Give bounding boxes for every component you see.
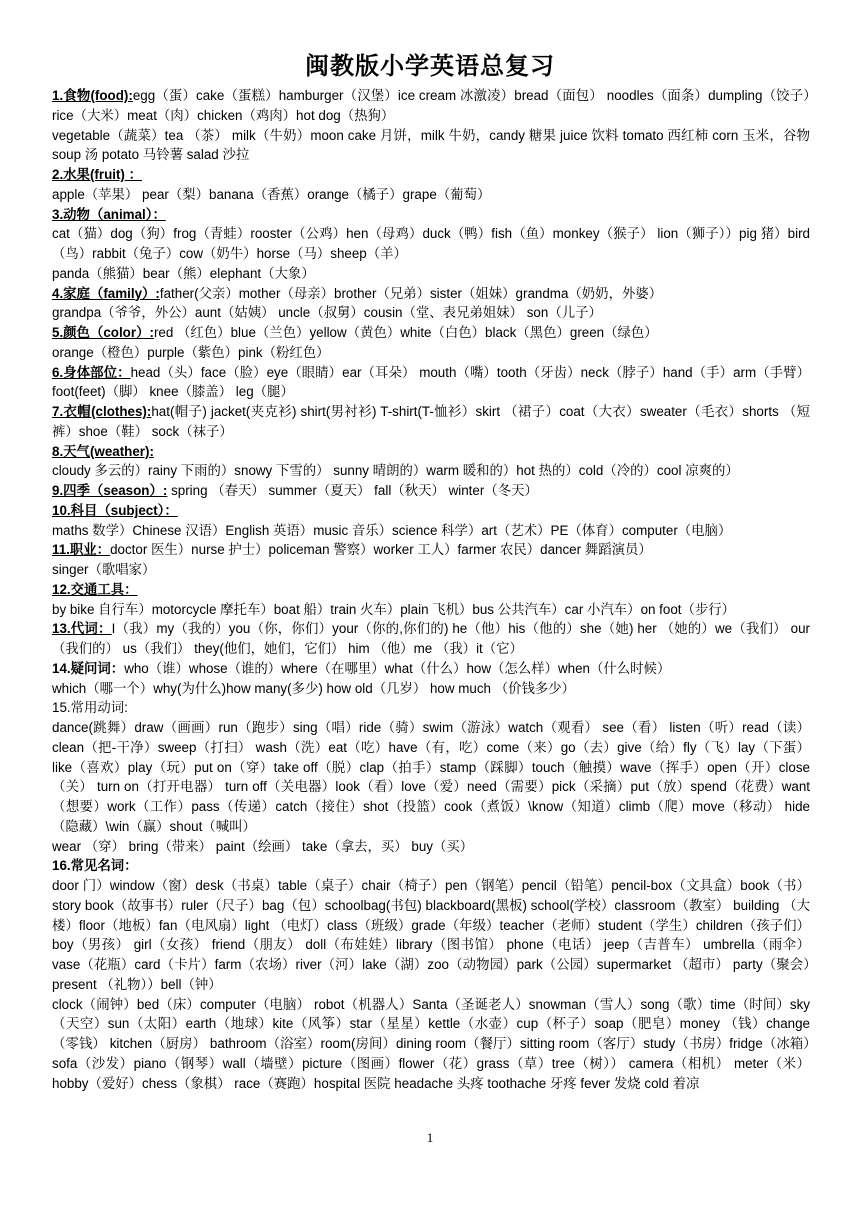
section-text: red （红色）blue（兰色）yellow（黄色）white（白色）black（黑色）green（绿色） xyxy=(153,325,658,340)
section-heading: 3.动物（animal）： xyxy=(52,206,166,222)
section-text: father(父亲）mother（母亲）brother（兄弟）sister（姐妹）grandma（奶奶，外婆） xyxy=(159,285,663,301)
section-color xyxy=(52,323,810,343)
section-text-line: grandpa（爷爷，外公）aunt（姑姨） uncle（叔舅）cousin（堂、表兄弟姐妹） son（儿子） xyxy=(52,305,602,321)
section-pronouns xyxy=(52,619,810,659)
section-text-line: cat（猫）dog（狗）frog（青蛙）rooster（公鸡）hen（母鸡）duck（鸭）fish（鱼）monkey（猴子） lion（狮子））pig 猪）bird（鸟）rabbit（兔子）cow（奶牛）horse（马）sheep（羊） xyxy=(52,226,810,261)
section-text-line: wear （穿） bring（带来） paint（绘画） take（拿去，买） buy（买） xyxy=(52,838,474,854)
section-family xyxy=(52,284,810,304)
section-food xyxy=(52,86,810,126)
section-nouns xyxy=(52,856,810,876)
section-animal xyxy=(52,205,810,225)
section-text-line: maths 数学）Chinese 汉语）English 英语）music 音乐）science 科学）art（艺术）PE（体育）computer（电脑） xyxy=(52,522,732,538)
section-heading: 12.交通工具： xyxy=(52,581,138,597)
section-verbs xyxy=(52,698,810,718)
section-clothes xyxy=(52,402,810,442)
section-text-line: which（哪一个）why(为什么)how many(多少) how old（几岁） how much （价钱多少） xyxy=(52,680,576,696)
section-jobs xyxy=(52,540,810,560)
section-heading: 2.水果(fruit) ： xyxy=(52,167,143,182)
section-text: head（头）face（脸）eye（眼睛）ear（耳朵） mouth（嘴）tooth（牙齿）neck（脖子）hand（手）arm（手臂）foot(feet)（脚） knee（膝盖） leg（腿） xyxy=(52,364,810,400)
section-heading: 15.常用动词: xyxy=(52,700,128,716)
page-title: 闽教版小学英语总复习 xyxy=(305,53,555,80)
section-text: spring （春天） summer（夏天） fall（秋天） winter（冬天） xyxy=(167,483,538,498)
section-text: hat(帽子) jacket(夹克衫) shirt(男衬衫) T-shirt(T-恤衫）skirt （裙子）coat（大衣）sweater（毛衣）shorts （短裤）shoe（鞋） sock（袜子） xyxy=(52,404,810,439)
section-heading: 14.疑问词： xyxy=(52,660,125,676)
section-text-line: cloudy 多云的）rainy 下雨的）snowy 下雪的） sunny 晴朗的）warm 暖和的）hot 热的）cold（冷的）cool 凉爽的） xyxy=(52,463,739,479)
section-subject xyxy=(52,501,810,521)
section-heading: 10.科目（subject）： xyxy=(52,502,178,518)
section-heading: 9.四季（season）: xyxy=(52,483,168,498)
section-fruit xyxy=(52,165,810,185)
section-text-line: by bike 自行车）motorcycle 摩托车）boat 船）train 火车）plain 飞机）bus 公共汽车）car 小汽车）on foot（步行） xyxy=(52,601,736,617)
section-text: who（谁）whose（谁的）where（在哪里）what（什么）how（怎么样）when（什么时候） xyxy=(124,660,671,676)
section-heading: 11.职业： xyxy=(52,542,111,558)
section-heading: 4.家庭（family）: xyxy=(52,285,160,301)
section-text: egg（蛋）cake（蛋糕）hamburger（汉堡）ice cream 冰激凌）bread（面包） noodles（面条）dumpling（饺子）rice（大米）meat（肉）chicken（鸡肉）hot dog（热狗） xyxy=(52,88,810,123)
section-text-line: orange（橙色）purple（紫色）pink（粉红色） xyxy=(52,344,330,360)
section-heading: 16.常见名词： xyxy=(52,858,138,874)
section-text-line: vegetable（蔬菜）tea （茶） milk（牛奶）moon cake 月饼，milk 牛奶，candy 糖果 juice 饮料 tomato 西红柿 corn 玉米，谷物 soup 汤 potato 马铃薯 salad 沙拉 xyxy=(52,127,810,163)
section-text-line: panda（熊猫）bear（熊）elephant（大象） xyxy=(52,265,315,281)
section-heading: 13.代词： xyxy=(52,621,112,637)
section-text-line: clock（闹钟）bed（床）computer（电脑） robot（机器人）Santa（圣诞老人）snowman（雪人）song（歌）time（时间）sky（天空）sun（太阳）earth（地球）kite（风筝）star（星星）kettle（水壶）cup（杯子）soap（肥皂）money （钱）change（零钱） kitchen（厨房） bathroom（浴室）room(房间）dining room（餐厅）sitting room（客厅）study（书房）fridge（冰箱）sofa（沙发）piano（钢琴）wall（墙壁）picture（图画）flower（花）grass（草）tree（树）） camera（相机） meter（米） hobby（爱好）chess（象棋） race（赛跑）hospital 医院 headache 头疼 toothache 牙疼 fever 发烧 cold 着凉 xyxy=(52,996,810,1091)
section-body xyxy=(52,363,810,403)
section-text-line: singer（歌唱家） xyxy=(52,562,156,577)
section-transport xyxy=(52,580,810,600)
section-text-line: door 门）window（窗）desk（书桌）table（桌子）chair（椅子）pen（钢笔）pencil（铅笔）pencil-box（文具盒）book（书）story book（故事书）ruler（尺子）bag（包）schoolbag(书包) blackboard(黑板) school(学校）classroom（教室） building （大楼）floor（地板）fan（电风扇）light （电灯）class（班级）grade（年级）teacher（老师）student（学生）children（孩子们） boy（男孩） girl（女孩） friend（朋友） doll（布娃娃）library（图书馆） phone（电话） jeep（吉普车） umbrella（雨伞）vase（花瓶）card（卡片）farm（农场）river（河）lake（湖）zoo（动物园）park（公园）supermarket （超市） party（聚会）present （礼物））bell（钟） xyxy=(52,878,810,992)
page-number: 1 xyxy=(426,1130,434,1145)
section-question-words xyxy=(52,659,810,679)
section-heading: 6.身体部位： xyxy=(52,364,131,380)
section-heading: 7.衣帽(clothes): xyxy=(52,404,152,419)
section-heading: 5.颜色（color）: xyxy=(52,325,154,340)
section-text-line: dance(跳舞）draw（画画）run（跑步）sing（唱）ride（骑）swim（游泳）watch（观看） see（看） listen（听）read（读） clean（把-干净）sweep（打扫） wash（洗）eat（吃）have（有，吃）come（来）go（去）give（给）fly（飞）lay（下蛋）like（喜欢）play（玩）put on（穿）take off（脱）clap（拍手）stamp（踩脚）touch（触摸）wave（挥手）open（开）close（关） turn on（打开电器） turn off（关电器）look（看）love（爱）need（需要）pick（采摘）put（放）spend（花费）want（想要）work（工作）pass（传递）catch（接住）shot（投篮）cook（煮饭）\know（知道）climb（爬）move（移动） hide（隐藏）\win（赢）shout（喊叫） xyxy=(52,720,810,834)
vocabulary-content xyxy=(52,86,810,1093)
section-text: I（我）my（我的）you（你，你们）your（你的,你们的) he（他）his（他的）she（她) her （她的）we（我们） our（我们的） us（我们） they(他们，她们，它们） him （他）me （我）it（它） xyxy=(52,621,810,656)
section-text: doctor 医生）nurse 护士）policeman 警察）worker 工人）farmer 农民）dancer 舞蹈演员） xyxy=(110,542,652,558)
section-heading: 8.天气(weather): xyxy=(52,443,154,459)
section-weather xyxy=(52,442,810,462)
section-heading: 1.食物(food): xyxy=(52,88,133,103)
section-season xyxy=(52,481,810,501)
section-text-line: apple（苹果） pear（梨）banana（香蕉）orange（橘子）grape（葡萄） xyxy=(52,186,491,202)
